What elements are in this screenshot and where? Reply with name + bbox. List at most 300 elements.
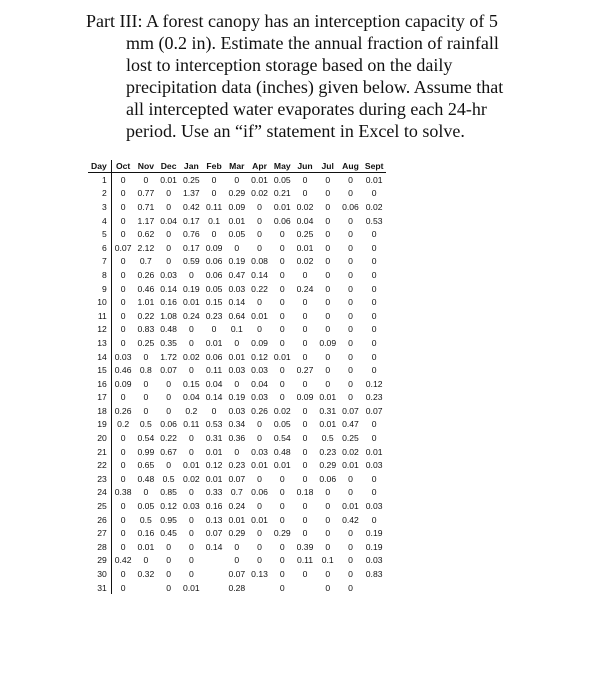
precipitation-cell: 0 <box>257 297 262 308</box>
precipitation-cell: 0 <box>302 351 308 362</box>
table-row <box>88 350 386 364</box>
precipitation-cell: 0.11 <box>296 555 314 566</box>
precipitation-cell: 0 <box>234 174 240 185</box>
precipitation-cell: 0 <box>120 201 126 212</box>
precipitation-cell: 0.02 <box>251 188 268 199</box>
precipitation-cell: 0.04 <box>205 378 223 389</box>
precipitation-cell: 0.01 <box>273 201 291 212</box>
day-number-cell: 11 <box>88 309 111 323</box>
precipitation-cell: 0.48 <box>137 473 155 484</box>
precipitation-cell: 0.8 <box>139 365 152 376</box>
precipitation-cell: 0.16 <box>205 501 223 512</box>
precipitation-cell: 0 <box>325 215 331 226</box>
precipitation-cell: 0.5 <box>139 514 152 525</box>
table-row <box>88 323 386 337</box>
precipitation-cell: 0 <box>348 392 353 403</box>
precipitation-cell: 0 <box>257 229 262 240</box>
precipitation-cell: 0.67 <box>160 446 177 457</box>
day-number-cell: 2 <box>88 187 111 201</box>
precipitation-cell: 0.09 <box>228 201 246 212</box>
column-header-month: Jul <box>321 161 334 171</box>
precipitation-cell: 0 <box>371 351 377 362</box>
precipitation-cell: 2.12 <box>137 242 155 253</box>
precipitation-cell: 0 <box>257 419 262 430</box>
precipitation-cell: 0.14 <box>205 392 223 403</box>
precipitation-cell: 0.01 <box>273 351 291 362</box>
precipitation-cell: 0.03 <box>228 405 246 416</box>
precipitation-cell: 0 <box>166 392 171 403</box>
precipitation-cell: 0.06 <box>160 419 177 430</box>
precipitation-cell: 0.48 <box>160 324 177 335</box>
precipitation-cell: 0.02 <box>182 351 200 362</box>
day-number-cell: 24 <box>88 486 111 500</box>
precipitation-cell: 0 <box>325 242 331 253</box>
day-number-cell: 21 <box>88 445 111 459</box>
precipitation-cell: 0 <box>120 229 126 240</box>
precipitation-cell: 0 <box>371 487 377 498</box>
precipitation-cell: 0.01 <box>182 297 200 308</box>
precipitation-cell: 0.31 <box>319 405 337 416</box>
precipitation-cell: 0 <box>279 229 285 240</box>
precipitation-cell: 0 <box>371 324 377 335</box>
precipitation-cell: 0 <box>371 310 377 321</box>
precipitation-cell: 0 <box>120 541 126 552</box>
precipitation-cell: 0 <box>120 473 126 484</box>
column-header-month: Nov <box>137 161 154 171</box>
column-header-day: Day <box>88 160 111 173</box>
precipitation-cell: 0.14 <box>228 297 246 308</box>
precipitation-cell: 0 <box>257 541 262 552</box>
precipitation-cell: 0.02 <box>182 473 200 484</box>
precipitation-cell: 0.95 <box>160 514 177 525</box>
precipitation-cell: 0.15 <box>205 297 223 308</box>
precipitation-cell: 0 <box>348 541 353 552</box>
precipitation-cell: 0 <box>211 324 217 335</box>
precipitation-cell: 0.1 <box>230 324 243 335</box>
precipitation-cell: 0 <box>143 351 149 362</box>
precipitation-cell: 0 <box>325 283 331 294</box>
precipitation-cell: 0.01 <box>228 351 246 362</box>
precipitation-cell: 0.15 <box>182 378 200 389</box>
precipitation-cell: 0.07 <box>228 569 246 580</box>
precipitation-cell <box>294 581 317 595</box>
precipitation-cell: 0.7 <box>230 487 243 498</box>
precipitation-cell: 0.03 <box>228 283 246 294</box>
precipitation-cell: 0.01 <box>182 460 200 471</box>
precipitation-cell: 0.85 <box>160 487 177 498</box>
column-header-month: May <box>273 161 291 171</box>
problem-line: Part III: A forest canopy has an interception capacity of 5 <box>86 11 498 31</box>
precipitation-cell: 0 <box>348 256 353 267</box>
precipitation-cell: 0 <box>279 378 285 389</box>
problem-line: lost to interception storage based on the daily <box>126 55 453 75</box>
precipitation-cell: 0.01 <box>342 501 359 512</box>
precipitation-cell: 0.05 <box>205 283 223 294</box>
precipitation-cell: 0 <box>302 378 308 389</box>
day-number-cell: 18 <box>88 404 111 418</box>
precipitation-cell: 0.09 <box>205 242 223 253</box>
day-number-cell: 14 <box>88 350 111 364</box>
precipitation-cell: 0.06 <box>205 351 223 362</box>
precipitation-cell: 0 <box>348 188 353 199</box>
precipitation-cell: 0.16 <box>160 297 177 308</box>
precipitation-cell: 0 <box>279 569 285 580</box>
precipitation-cell: 0 <box>143 174 149 185</box>
precipitation-cell: 0 <box>188 487 194 498</box>
precipitation-cell: 0 <box>302 514 308 525</box>
precipitation-cell: 0.06 <box>273 215 291 226</box>
precipitation-cell: 0 <box>348 215 353 226</box>
precipitation-cell: 0 <box>279 501 285 512</box>
precipitation-cell: 0 <box>166 378 171 389</box>
precipitation-cell: 0.07 <box>160 365 177 376</box>
precipitation-cell: 0.14 <box>251 269 268 280</box>
precipitation-cell: 0 <box>348 528 353 539</box>
precipitation-cell: 0 <box>279 297 285 308</box>
precipitation-cell: 0.1 <box>321 555 334 566</box>
precipitation-cell: 0.22 <box>137 310 155 321</box>
precipitation-cell: 0 <box>325 256 331 267</box>
precipitation-cell: 0.13 <box>251 569 268 580</box>
precipitation-cell: 0.26 <box>137 269 155 280</box>
precipitation-cell: 0 <box>120 269 126 280</box>
precipitation-cell: 0.05 <box>137 501 155 512</box>
precipitation-cell: 0.5 <box>139 419 152 430</box>
precipitation-cell: 0.09 <box>251 337 268 348</box>
precipitation-cell: 0.05 <box>228 229 246 240</box>
precipitation-cell: 0 <box>279 541 285 552</box>
precipitation-cell: 0.42 <box>182 201 200 212</box>
precipitation-cell: 0.36 <box>228 433 246 444</box>
precipitation-cell: 0.25 <box>137 337 155 348</box>
table-row <box>88 445 386 459</box>
precipitation-cell: 0 <box>371 269 377 280</box>
precipitation-cell: 0 <box>257 555 262 566</box>
precipitation-cell: 0.25 <box>342 433 359 444</box>
precipitation-cell: 0 <box>234 541 240 552</box>
precipitation-cell: 0.01 <box>228 215 246 226</box>
day-number-cell: 27 <box>88 526 111 540</box>
precipitation-cell: 0 <box>120 310 126 321</box>
precipitation-cell: 0.46 <box>137 283 155 294</box>
table-row <box>88 404 386 418</box>
precipitation-cell: 0 <box>234 555 240 566</box>
precipitation-cell: 0 <box>371 297 377 308</box>
precipitation-cell: 0 <box>120 215 126 226</box>
precipitation-cell: 0 <box>188 365 194 376</box>
precipitation-cell: 0.03 <box>182 501 200 512</box>
precipitation-cell: 0.01 <box>205 446 223 457</box>
precipitation-cell: 0 <box>302 419 308 430</box>
table-row <box>88 513 386 527</box>
precipitation-cell: 0.28 <box>228 582 246 593</box>
day-number-cell: 22 <box>88 458 111 472</box>
table-row <box>88 336 386 350</box>
precipitation-cell: 0 <box>325 569 331 580</box>
precipitation-cell: 1.08 <box>160 310 177 321</box>
precipitation-cell: 0.22 <box>251 283 268 294</box>
day-number-cell: 20 <box>88 431 111 445</box>
precipitation-cell: 0 <box>234 446 240 457</box>
precipitation-cell: 0 <box>120 188 126 199</box>
table-row <box>88 282 386 296</box>
precipitation-cell: 0 <box>279 555 285 566</box>
precipitation-cell: 0.47 <box>342 419 359 430</box>
precipitation-cell: 0.07 <box>342 405 359 416</box>
precipitation-cell: 0.12 <box>160 501 177 512</box>
precipitation-cell: 0 <box>302 501 308 512</box>
precipitation-cell: 0.2 <box>117 419 130 430</box>
precipitation-cell: 0 <box>211 188 217 199</box>
precipitation-cell: 0 <box>234 242 240 253</box>
precipitation-cell: 0 <box>166 582 171 593</box>
precipitation-cell: 0.04 <box>251 378 268 389</box>
precipitation-cell: 0.5 <box>162 473 175 484</box>
precipitation-cell: 0 <box>143 405 149 416</box>
precipitation-cell: 0.02 <box>296 256 314 267</box>
precipitation-cell: 0 <box>348 555 353 566</box>
table-row <box>88 227 386 241</box>
precipitation-cell: 0 <box>325 188 331 199</box>
precipitation-cell: 0 <box>143 487 149 498</box>
day-number-cell: 26 <box>88 513 111 527</box>
precipitation-cell: 0.14 <box>160 283 177 294</box>
precipitation-cell: 0 <box>325 269 331 280</box>
precipitation-cell: 0.5 <box>321 433 334 444</box>
precipitation-cell: 0 <box>325 310 331 321</box>
precipitation-cell: 0.09 <box>114 378 132 389</box>
precipitation-cell: 0 <box>188 569 194 580</box>
precipitation-cell: 0 <box>348 365 353 376</box>
precipitation-cell: 0 <box>371 337 377 348</box>
precipitation-cell: 0 <box>188 446 194 457</box>
precipitation-cell: 0.07 <box>205 528 223 539</box>
precipitation-cell: 0 <box>166 541 171 552</box>
precipitation-cell: 0 <box>279 514 285 525</box>
precipitation-cell: 0 <box>325 541 331 552</box>
precipitation-cell: 0.03 <box>228 365 246 376</box>
precipitation-cell: 0 <box>371 433 377 444</box>
precipitation-cell: 0 <box>188 555 194 566</box>
precipitation-cell: 0 <box>302 405 308 416</box>
precipitation-cell: 0.02 <box>296 201 314 212</box>
precipitation-cell: 0 <box>143 378 149 389</box>
table-row <box>88 255 386 269</box>
column-header-month: Oct <box>115 161 131 171</box>
precipitation-cell: 0.14 <box>205 541 223 552</box>
precipitation-cell: 0 <box>302 324 308 335</box>
table-row <box>88 418 386 432</box>
precipitation-cell: 0 <box>348 269 353 280</box>
precipitation-cell: 0.54 <box>273 433 291 444</box>
problem-line: mm (0.2 in). Estimate the annual fraction of rainfall <box>126 33 499 53</box>
precipitation-cell: 0.53 <box>365 215 383 226</box>
precipitation-cell <box>203 581 226 595</box>
precipitation-cell: 0.47 <box>228 269 246 280</box>
precipitation-cell: 0.1 <box>208 215 221 226</box>
precipitation-cell: 0.01 <box>296 242 314 253</box>
precipitation-cell: 0 <box>325 487 331 498</box>
precipitation-cell: 0.38 <box>114 487 132 498</box>
precipitation-cell: 0.65 <box>137 460 155 471</box>
precipitation-cell: 0.19 <box>228 256 246 267</box>
precipitation-cell: 0 <box>348 351 353 362</box>
precipitation-cell: 0.01 <box>160 174 177 185</box>
precipitation-cell: 0 <box>143 392 149 403</box>
precipitation-cell: 0.42 <box>342 514 359 525</box>
precipitation-cell: 0.01 <box>273 460 291 471</box>
day-number-cell: 23 <box>88 472 111 486</box>
problem-line: precipitation data (inches) given below. Assume that <box>126 77 504 97</box>
precipitation-cell <box>203 567 226 581</box>
precipitation-cell: 0.03 <box>160 269 177 280</box>
precipitation-cell: 0 <box>325 378 331 389</box>
table-row <box>88 567 386 581</box>
precipitation-cell: 0 <box>279 242 285 253</box>
precipitation-cell: 0.06 <box>205 256 223 267</box>
precipitation-cell: 0 <box>279 365 285 376</box>
column-header-month: Apr <box>252 161 267 171</box>
table-row <box>88 309 386 323</box>
day-number-cell: 12 <box>88 323 111 337</box>
precipitation-cell: 0 <box>325 201 331 212</box>
precipitation-cell: 0.19 <box>365 541 383 552</box>
precipitation-cell: 0 <box>325 528 331 539</box>
precipitation-cell: 0 <box>188 337 194 348</box>
precipitation-cell: 0.17 <box>182 215 200 226</box>
precipitation-cell: 0 <box>120 337 126 348</box>
precipitation-cell: 0.23 <box>228 460 246 471</box>
precipitation-cell: 0 <box>279 324 285 335</box>
table-row <box>88 241 386 255</box>
table-row <box>88 295 386 309</box>
precipitation-cell: 0.03 <box>251 392 268 403</box>
table-row <box>88 431 386 445</box>
table-row <box>88 200 386 214</box>
table-row <box>88 391 386 405</box>
precipitation-cell: 0.77 <box>137 188 155 199</box>
precipitation-cell: 0.03 <box>251 446 268 457</box>
precipitation-cell: 0 <box>348 378 353 389</box>
precipitation-cell: 0 <box>120 283 126 294</box>
column-header-month: Jan <box>183 161 199 171</box>
precipitation-cell: 0 <box>302 337 308 348</box>
column-header-month: Jun <box>297 161 313 171</box>
precipitation-cell: 0 <box>143 555 149 566</box>
precipitation-cell: 0.45 <box>160 528 177 539</box>
precipitation-cell: 0 <box>166 229 171 240</box>
precipitation-cell: 0 <box>120 392 126 403</box>
precipitation-cell: 0 <box>371 242 377 253</box>
column-header-month: Mar <box>229 161 245 171</box>
precipitation-cell: 0 <box>188 433 194 444</box>
problem-statement <box>86 10 526 142</box>
precipitation-cell: 0 <box>120 501 126 512</box>
precipitation-cell: 0 <box>325 501 331 512</box>
precipitation-cell: 0.01 <box>251 460 268 471</box>
precipitation-cell: 0 <box>348 582 353 593</box>
precipitation-cell: 0.01 <box>365 446 383 457</box>
table-row <box>88 214 386 228</box>
column-header-month: Aug <box>342 161 359 171</box>
day-number-cell: 7 <box>88 255 111 269</box>
precipitation-cell: 0 <box>120 460 126 471</box>
precipitation-cell: 0.01 <box>205 473 223 484</box>
precipitation-cell: 0.29 <box>273 528 291 539</box>
precipitation-cell: 0 <box>371 188 377 199</box>
precipitation-cell: 0 <box>188 324 194 335</box>
precipitation-cell: 0.16 <box>137 528 155 539</box>
precipitation-cell: 0.06 <box>319 473 337 484</box>
precipitation-cell: 0 <box>166 188 171 199</box>
precipitation-cell: 0 <box>302 433 308 444</box>
precipitation-cell: 0.01 <box>365 174 383 185</box>
precipitation-cell: 0.19 <box>365 528 383 539</box>
day-number-cell: 9 <box>88 282 111 296</box>
precipitation-cell: 0 <box>120 582 126 593</box>
column-header-month: Sept <box>364 161 384 171</box>
precipitation-cell: 0.05 <box>273 174 291 185</box>
precipitation-cell: 1.01 <box>137 297 155 308</box>
precipitation-cell: 0.11 <box>183 419 200 430</box>
day-number-cell: 15 <box>88 363 111 377</box>
precipitation-cell: 0.19 <box>182 283 200 294</box>
day-number-cell: 17 <box>88 391 111 405</box>
precipitation-cell: 0 <box>234 378 240 389</box>
day-number-cell: 6 <box>88 241 111 255</box>
precipitation-cell: 0.42 <box>114 555 132 566</box>
precipitation-cell: 0 <box>302 310 308 321</box>
precipitation-cell: 0.23 <box>205 310 223 321</box>
precipitation-cell: 0.01 <box>228 514 246 525</box>
precipitation-cell: 0.02 <box>365 201 383 212</box>
precipitation-cell: 0 <box>188 541 194 552</box>
precipitation-cell: 0.06 <box>342 201 359 212</box>
precipitation-cell: 0 <box>257 528 262 539</box>
precipitation-cell: 0 <box>302 188 308 199</box>
precipitation-cell: 0.25 <box>296 229 314 240</box>
precipitation-cell: 0 <box>348 569 353 580</box>
precipitation-cell: 0.01 <box>319 392 337 403</box>
precipitation-cell: 0 <box>371 419 377 430</box>
precipitation-cell: 0.19 <box>228 392 246 403</box>
precipitation-cell: 1.72 <box>160 351 177 362</box>
precipitation-cell: 0.06 <box>205 269 223 280</box>
table-row <box>88 540 386 554</box>
precipitation-cell: 0.02 <box>342 446 359 457</box>
precipitation-cell: 0 <box>348 310 353 321</box>
precipitation-cell: 0.04 <box>160 215 177 226</box>
precipitation-cell: 0.62 <box>137 229 155 240</box>
precipitation-cell: 0.08 <box>251 256 268 267</box>
precipitation-cell: 0.83 <box>137 324 155 335</box>
precipitation-cell: 0.01 <box>251 310 268 321</box>
problem-line: period. Use an “if” statement in Excel to solve. <box>126 121 465 141</box>
precipitation-cell: 0.48 <box>273 446 291 457</box>
day-number-cell: 16 <box>88 377 111 391</box>
precipitation-cell <box>362 581 387 595</box>
precipitation-cell: 0 <box>257 242 262 253</box>
precipitation-cell: 0 <box>211 229 217 240</box>
table-row <box>88 268 386 282</box>
precipitation-cell: 0 <box>279 392 285 403</box>
precipitation-cell: 0.54 <box>137 433 155 444</box>
precipitation-cell: 0.26 <box>251 405 268 416</box>
precipitation-cell: 0.05 <box>273 419 291 430</box>
day-number-cell: 29 <box>88 554 111 568</box>
precipitation-cell: 0 <box>279 310 285 321</box>
precipitation-cell: 1.37 <box>182 188 200 199</box>
